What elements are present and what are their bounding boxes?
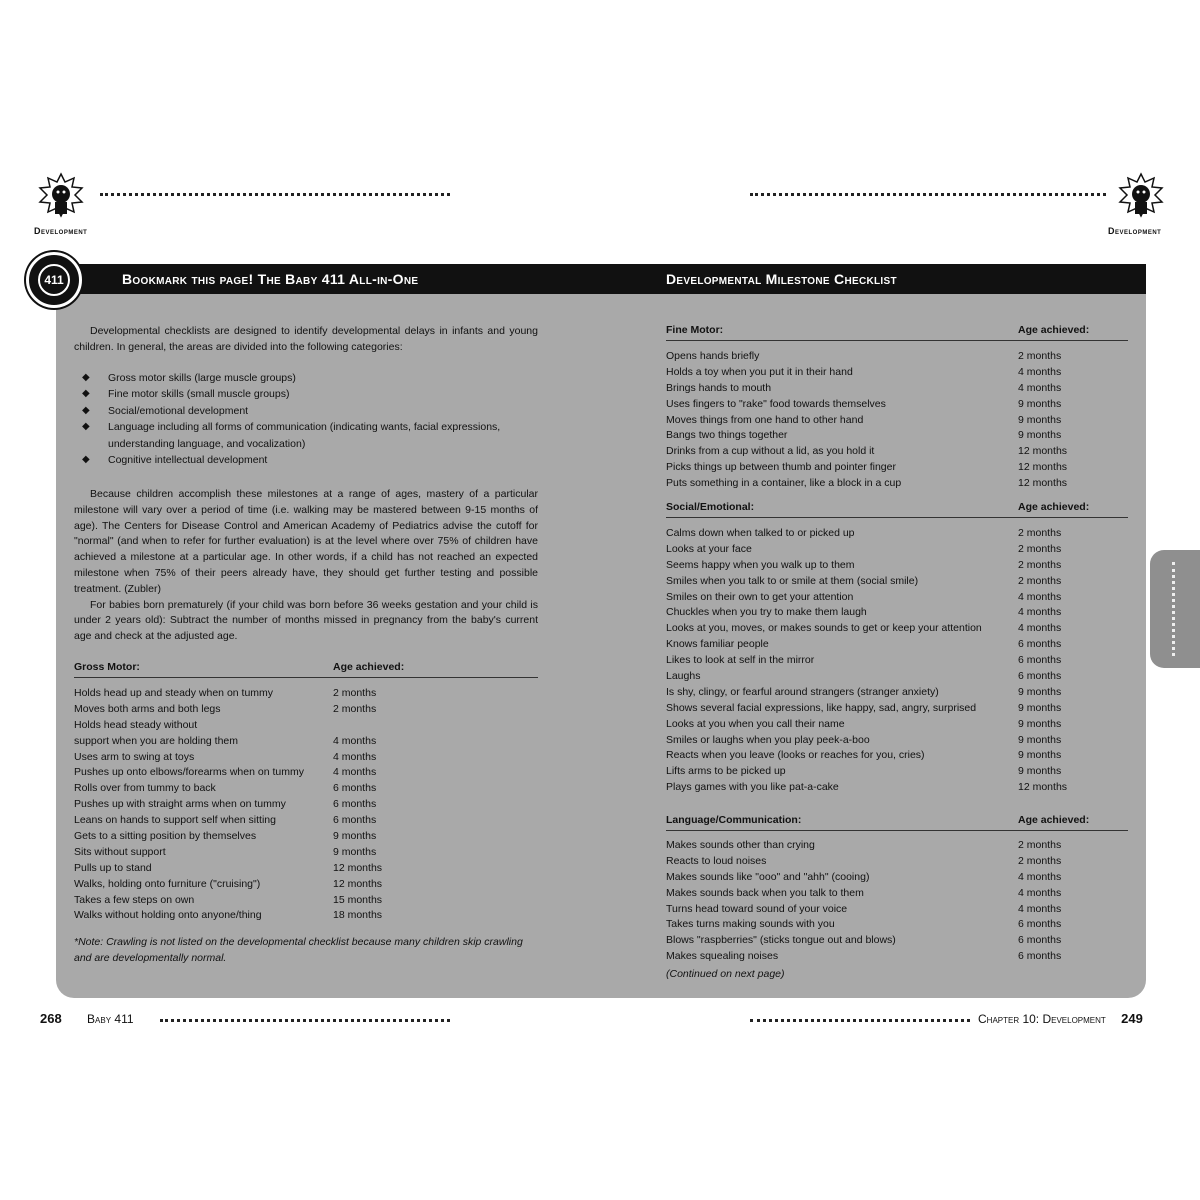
social-rule [666,517,1128,518]
age-value: 4 months [1018,870,1062,883]
skill-label: Lifts arms to be picked up [666,765,786,778]
table-row [666,444,1128,460]
age-value: 6 months [1018,638,1062,651]
skill-label: Smiles when you talk to or smile at them (social smile) [666,574,919,587]
table-row [74,686,538,702]
table-row [74,893,538,909]
table-row [666,902,1128,918]
fine-motor-rule [666,340,1128,341]
fine-motor-age-heading: Age achieved: [1018,324,1090,336]
skill-label: Looks at you when you call their name [666,717,845,730]
table-row [74,734,538,750]
skill-label: Reacts to loud noises [666,854,767,867]
skill-label: Holds head steady without [74,718,198,731]
skill-label: Knows familiar people [666,638,769,651]
age-value: 4 months [333,734,377,747]
language-heading: Language/Communication: [666,814,802,826]
table-row [74,702,538,718]
table-row [74,845,538,861]
age-value: 4 months [1018,365,1062,378]
table-row [666,933,1128,949]
table-row [666,685,1128,701]
fine-motor-table [666,349,1128,492]
skill-label: Brings hands to mouth [666,381,772,394]
skill-label: Opens hands briefly [666,350,760,362]
table-row [666,558,1128,574]
age-value: 6 months [333,798,377,811]
age-value: 12 months [1018,461,1068,474]
skill-label: Pushes up with straight arms when on tummy [74,798,286,811]
age-value: 2 months [1018,854,1062,867]
skill-label: Sits without support [74,845,166,858]
age-value: 6 months [333,814,377,827]
intro-text-2: Because children accomplish these milestones at a range of ages, mastery of a particular milestone will vary over a period of time (i.e. walking may be mastered between 9-15 months of age). The Centers for Disease Control and American Academy of Pediatrics advise the cutoff for "normal" (and when to refer for further evaluation) is at the level where over 75% of children have achieved a milestone at a particular age. In other words, if a child has not reached an expected milestone when 75% of their peers already have, they should get further testing and possible treatment. (Zubler) [74,488,538,595]
age-value: 4 months [1018,606,1062,619]
age-value: 4 months [333,766,377,779]
skill-label: Takes turns making sounds with you [666,918,835,931]
development-logo-icon [38,172,84,224]
tab-dots [1172,562,1178,656]
category-item: ◆ Social/emotional development [80,403,550,419]
banner-right-title: Developmental Milestone Checklist [666,271,897,287]
skill-label: Moves both arms and both legs [74,702,221,715]
age-value: 2 months [1018,350,1062,362]
age-value: 6 months [1018,654,1062,667]
skill-label: Puts something in a container, like a block in a cup [666,477,902,490]
table-row [74,797,538,813]
skill-label: Holds head up and steady when on tummy [74,687,274,699]
category-item: ◆ Language including all forms of communication (indicating wants, facial expressions, understanding language, and vocalization) [80,419,550,452]
table-row [666,574,1128,590]
age-value: 9 months [333,830,377,843]
skill-label: Blows "raspberries" (sticks tongue out and blows) [666,934,896,947]
table-row [666,460,1128,476]
gross-motor-rule [74,677,538,678]
skill-label: Is shy, clingy, or fearful around strangers (stranger anxiety) [666,685,939,698]
age-value: 2 months [333,702,377,715]
age-value: 9 months [1018,701,1062,714]
skill-label: Smiles or laughs when you play peek-a-boo [666,733,870,746]
skill-label: Moves things from one hand to other hand [666,413,864,426]
age-value: 2 months [1018,574,1062,587]
table-row [74,829,538,845]
section-label-right: Development [1108,226,1162,236]
footer-book-title: Baby 411 [87,1012,134,1026]
age-value: 2 months [333,687,377,699]
age-value: 9 months [1018,397,1062,410]
table-row [666,780,1128,796]
age-value: 6 months [1018,670,1062,683]
table-row [74,908,538,924]
gross-motor-heading: Gross Motor: [74,661,140,673]
skill-label: Chuckles when you try to make them laugh [666,606,867,619]
header-dots-right [750,193,1106,196]
age-value: 6 months [1018,918,1062,931]
table-row [666,365,1128,381]
table-row [666,870,1128,886]
crawling-note: *Note: Crawling is not listed on the developmental checklist because many children skip crawling and are developmentally normal. [74,936,523,964]
age-value: 9 months [1018,749,1062,762]
language-rule [666,830,1128,831]
skill-label: Drinks from a cup without a lid, as you hold it [666,445,875,458]
skill-label: Leans on hands to support self when sitting [74,814,276,827]
age-value: 2 months [1018,542,1062,555]
table-row [666,653,1128,669]
skill-label: Seems happy when you walk up to them [666,558,855,571]
age-value: 15 months [333,893,383,906]
table-row [666,764,1128,780]
continued-note: (Continued on next page) [666,968,785,980]
category-item: ◆ Fine motor skills (small muscle groups) [80,386,550,402]
development-logo-icon [1118,172,1164,224]
age-value: 9 months [1018,717,1062,730]
skill-label: Rolls over from tummy to back [74,782,216,795]
table-row [666,349,1128,365]
banner-left-title: Bookmark this page! The Baby 411 All-in-One [122,271,419,287]
table-row [666,637,1128,653]
footer-right [978,1011,1143,1026]
table-row [74,861,538,877]
header-dots-left [100,193,450,196]
age-value: 12 months [333,861,383,874]
skill-label: Picks things up between thumb and pointer finger [666,461,896,474]
baby411-badge-icon [26,252,82,308]
age-value: 4 months [1018,886,1062,899]
age-value: 2 months [1018,558,1062,571]
table-row [666,605,1128,621]
skill-label: Walks, holding onto furniture ("cruising") [74,877,261,890]
skill-label: Reacts when you leave (looks or reaches for you, cries) [666,749,925,762]
intro-text-1: Developmental checklists are designed to identify developmental delays in infants and young children. In general, the areas are divided into the following categories: [74,325,538,353]
chapter-thumb-tab [1150,550,1200,668]
table-row [666,717,1128,733]
skill-label: Turns head toward sound of your voice [666,902,848,915]
table-row [666,733,1128,749]
age-value: 12 months [333,877,383,890]
age-value: 9 months [1018,429,1062,442]
gross-motor-age-heading: Age achieved: [333,661,405,673]
table-row [666,701,1128,717]
language-table [666,838,1128,965]
table-row [74,813,538,829]
footer-chapter-title: Chapter 10: Development [978,1012,1106,1026]
age-value: 6 months [1018,950,1062,963]
table-row [666,949,1128,965]
age-value: 12 months [1018,477,1068,490]
skill-label: Walks without holding onto anyone/thing [74,909,262,922]
section-label-left: Development [34,226,88,236]
table-row [666,476,1128,492]
skill-label: Shows several facial expressions, like happy, sad, angry, surprised [666,701,977,714]
intro-paragraph-2 [74,487,538,645]
table-row [666,542,1128,558]
age-value: 9 months [1018,413,1062,426]
table-row [666,413,1128,429]
table-row [666,621,1128,637]
age-value: 2 months [1018,839,1062,851]
table-row [666,381,1128,397]
skill-label: Bangs two things together [666,429,788,442]
skill-label: Uses fingers to "rake" food towards themselves [666,397,886,410]
age-value: 4 months [1018,590,1062,603]
page-number-right: 249 [1121,1011,1143,1026]
age-value: 4 months [333,750,377,763]
age-value: 6 months [333,782,377,795]
skill-label: Pushes up onto elbows/forearms when on tummy [74,766,304,779]
category-item: ◆ Cognitive intellectual development [80,452,550,468]
table-row [74,781,538,797]
age-value: 9 months [1018,733,1062,746]
table-row [666,397,1128,413]
table-row [666,917,1128,933]
skill-label: Makes squealing noises [666,950,779,963]
table-row [666,886,1128,902]
skill-label: Gets to a sitting position by themselves [74,830,257,843]
table-row [74,718,538,734]
skill-label: Pulls up to stand [74,861,152,874]
table-row [74,750,538,766]
skill-label: Laughs [666,670,701,683]
badge-text: 411 [38,264,70,296]
table-row [666,748,1128,764]
age-value: 18 months [333,909,383,922]
category-list [80,370,550,468]
age-value: 9 months [1018,765,1062,778]
footer-dots-right [750,1019,970,1022]
social-heading: Social/Emotional: [666,501,755,513]
table-row [666,526,1128,542]
table-row [74,877,538,893]
fine-motor-heading: Fine Motor: [666,324,724,336]
skill-label: Makes sounds back when you talk to them [666,886,864,899]
skill-label: Smiles on their own to get your attention [666,590,854,603]
intro-paragraph-1 [74,324,538,356]
page-number-left: 268 [40,1011,62,1026]
language-age-heading: Age achieved: [1018,814,1090,826]
table-row [74,765,538,781]
skill-label: Calms down when talked to or picked up [666,527,855,539]
skill-label: Makes sounds like "ooo" and "ahh" (cooing) [666,870,870,883]
table-row [666,669,1128,685]
gross-motor-table [74,686,538,924]
age-value: 9 months [333,845,377,858]
skill-label: Looks at you, moves, or makes sounds to get or keep your attention [666,622,982,635]
age-value: 4 months [1018,381,1062,394]
table-row [666,854,1128,870]
table-row [666,838,1128,854]
table-row [666,428,1128,444]
skill-label: Makes sounds other than crying [666,839,815,851]
skill-label: Takes a few steps on own [74,893,195,906]
skill-label: Holds a toy when you put it in their hand [666,365,853,378]
footer-left [40,1011,134,1026]
age-value: 12 months [1018,445,1068,458]
skill-label: support when you are holding them [74,734,239,747]
age-value: 6 months [1018,934,1062,947]
footer-dots-left [160,1019,450,1022]
age-value: 9 months [1018,685,1062,698]
social-table [666,526,1128,796]
age-value: 4 months [1018,902,1062,915]
skill-label: Likes to look at self in the mirror [666,654,815,667]
table-row [666,590,1128,606]
skill-label: Uses arm to swing at toys [74,750,195,763]
skill-label: Plays games with you like pat-a-cake [666,781,839,794]
intro-text-3: For babies born prematurely (if your child was born before 36 weeks gestation and your child is under 2 years old): Subtract the number of months missed in pregnancy from the baby's current age and check at the adjusted age. [74,598,538,643]
social-age-heading: Age achieved: [1018,501,1090,513]
category-item: ◆ Gross motor skills (large muscle groups) [80,370,550,386]
age-value: 12 months [1018,781,1068,794]
title-banner [40,264,1146,294]
skill-label: Looks at your face [666,542,752,555]
age-value: 4 months [1018,622,1062,635]
age-value: 2 months [1018,527,1062,539]
